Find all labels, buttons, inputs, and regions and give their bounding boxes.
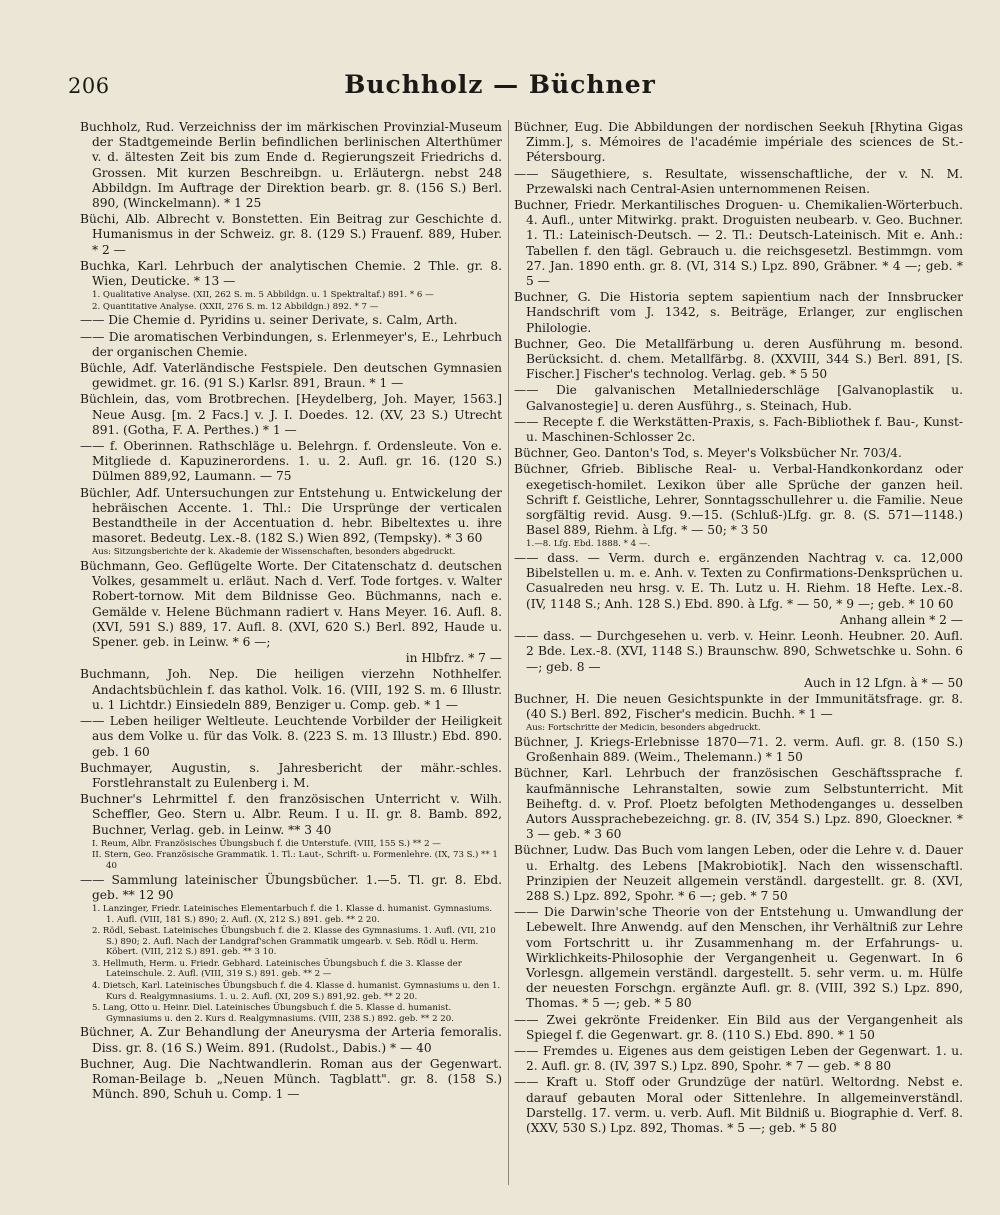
- column-divider: [508, 120, 509, 1185]
- entry-buechner-j: Büchner, J. Kriegs-Erlebnisse 1870—71. 2. verm. Aufl. gr. 8. (150 S.) Großenhain 889. (Weim., Thelemann.) * 1 50: [514, 734, 963, 765]
- running-head: Buchholz — Büchner: [344, 70, 656, 99]
- entry-kraft-stoff: —— Kraft u. Stoff oder Grundzüge der natürl. Weltordng. Nebst e. darauf gebauten Moral oder Sittenlehre. In allgemeinverständl. Darstellg. 17. verm. u. verb. Aufl. Mit Bildniß u. Biographie d. Verf. 8. (XXV, 530 S.) Lpz. 892, Thomas. * 5 —; geb. * 5 80: [514, 1075, 963, 1135]
- entry-chemie-pyridins: —— Die Chemie d. Pyridins u. seiner Derivate, s. Calm, Arth.: [80, 313, 458, 328]
- entry-buchholz-rud: Buchholz, Rud. Verzeichniss der im märkischen Provinzial-Museum der Stadtgemeinde Berlin befindlichen berlinischen Alterthümer v. d. ältesten Zeit bis zum Ende d. Regierungszeit Friedrichs d. Grossen. Mit kurzen Beschreibgn. u. Erläutergn. nebst 248 Abbildgn. Im Auftrage der Direktion bearb. gr. 8. (156 S.) Berl. 890, (Winckelmann). * 1 25: [80, 120, 502, 211]
- entry-buechner-geo-danton: Büchner, Geo. Danton's Tod, s. Meyer's Volksbücher Nr. 703/4.: [514, 446, 902, 461]
- subentry-lang-diel: 5. Lang, Otto u. Heinr. Diel. Lateinisches Übungsbuch f. die 5. Klasse d. humanist. Gymnasiums u. den 2. Kurs d. Realgymnasiums. (VIII, 238 S.) 892. geb. ** 2 20.: [92, 1003, 454, 1024]
- entry-anhang-allein: Anhang allein * 2 —: [840, 612, 963, 627]
- entry-buchner-g: Buchner, G. Die Historia septem sapientium nach der Innsbrucker Handschrift vom J. 1342, s. Beiträge, Erlanger, zur englischen Philologie.: [514, 290, 963, 335]
- subentry-hellmuth: 3. Hellmuth, Herm. u. Friedr. Gebhard. Lateinisches Übungsbuch f. die 3. Klasse der Lateinschule. 2. Aufl. (VIII, 319 S.) 891. geb. ** 2 —: [92, 958, 462, 980]
- subentry-roedl: 2. Rödl, Sebast. Lateinisches Übungsbuch f. die 2. Klasse des Gymnasiums. 1. Aufl. (VII, 210 S.) 890; 2. Aufl. Nach der Landgraf'schen Grammatik umgearb. v. Seb. Rödl u. Herm. Köbert. (VIII, 212 S.) 891. geb. ** 3 10.: [92, 926, 496, 958]
- page-header: [62, 68, 938, 104]
- note-sitzungsberichte: Aus: Sitzungsberichte der k. Akademie der Wissenschaften, besonders abgedruckt.: [92, 547, 456, 558]
- entry-buchka-karl: Buchka, Karl. Lehrbuch der analytischen Chemie. 2 Thle. gr. 8. Wien, Deuticke. * 13 —: [80, 258, 502, 289]
- entry-dass-nachtrag: —— dass. — Verm. durch e. ergänzenden Nachtrag v. ca. 12,000 Bibelstellen u. m. e. Anh. v. Texten zu Confirmations-Denksprüchen u. Casualreden neu hrsg. v. E. Th. Lutz u. H. Riehm. 18 Hefte. Lex.-8. (IV, 1148 S.; Anh. 128 S.) Ebd. 890. à Lfg. * — 50, * 9 —; geb. * 10 60: [514, 551, 963, 611]
- entry-buechler-adf: Büchler, Adf. Untersuchungen zur Entstehung u. Entwickelung der hebräischen Accente. 1. Thl.: Die Ursprünge der verticalen Bestandtheile in der Accentuation d. hebr. Bibeltextes u. ihre masoret. Bedeutg. Lex.-8. (182 S.) Wien 892, (Tempsky). * 3 60: [80, 485, 502, 546]
- entry-buechner-karl: Büchner, Karl. Lehrbuch der französischen Geschäftssprache f. kaufmännische Lehranstalten, sowie zum Selbstunterricht. Mit Beiheftg. d. v. Prof. Ploetz befolgten Methodenganges u. desselben Autors Aussprachebezeichng. gr. 8. (IV, 354 S.) Lpz. 890, Gloeckner. * 3 — geb. * 3 60: [514, 766, 963, 842]
- entry-auch-in-lfgn: Auch in 12 Lfgn. à * — 50: [804, 675, 963, 690]
- entry-saeugethiere: —— Säugethiere, s. Resultate, wissenschaftliche, der v. N. M. Przewalski nach Central-Asien unternommenen Reisen.: [514, 166, 963, 196]
- entry-buechner-gfrieb: Büchner, Gfrieb. Biblische Real- u. Verbal-Handkonkordanz oder exegetisch-homilet. Lexikon über alle Sprüche der ganzen heil. Schrift f. Geistliche, Lehrer, Sonntagsschullehrer u. die Familie. Neue sorgfältig revid. Ausg. 9.—15. (Schluß-)Lfg. gr. 8. (S. 571—1148.) Basel 889, Riehm. à Lfg. * — 50; * 3 50: [514, 462, 963, 538]
- entry-leben-heiliger-weltleute: —— Leben heiliger Weltleute. Leuchtende Vorbilder der Heiligkeit aus dem Volke u. für das Volk. 8. (223 S. m. 13 Illustr.) Ebd. 890. geb. 1 60: [80, 714, 502, 759]
- entry-buechner-ludw: Büchner, Ludw. Das Buch vom langen Leben, oder die Lehre v. d. Dauer u. Erhaltg. des Lebens [Makrobiotik]. Nach den wissenschaftl. Prinzipien der Neuzeit allgemein verständl. dargestellt. gr. 8. (XVI, 288 S.) Lpz. 892, Spohr. * 6 —; geb. * 7 50: [514, 843, 963, 903]
- entry-buechlein-oberinnen: —— f. Oberinnen. Rathschläge u. Belehrgn. f. Ordensleute. Von e. Mitgliede d. Kapuzinerordens. 1. u. 2. Aufl. gr. 16. (120 S.) Dülmen 889,92, Laumann. — 75: [80, 439, 502, 484]
- entry-buchmayer-augustin: Buchmayer, Augustin, s. Jahresbericht der mähr.-schles. Forstlehranstalt zu Eulenberg i. M.: [80, 760, 502, 790]
- subentry-reum-albr: I. Reum, Albr. Französisches Übungsbuch f. die Unterstufe. (VIII, 155 S.) ** 2 —: [92, 838, 441, 849]
- entry-buechner-a: Büchner, A. Zur Behandlung der Aneurysma der Arteria femoralis. Diss. gr. 8. (16 S.) Weim. 891. (Rudolst., Dabis.) * — 40: [80, 1025, 502, 1055]
- entry-buchner-h: Buchner, H. Die neuen Gesichtspunkte in der Immunitätsfrage. gr. 8. (40 S.) Berl. 892, Fischer's medicin. Buchh. * 1 —: [514, 691, 963, 722]
- entry-buechle-adf: Büchle, Adf. Vaterländische Festspiele. Den deutschen Gymnasien gewidmet. gr. 16. (91 S.) Karlsr. 891, Braun. * 1 —: [80, 361, 502, 391]
- entry-sammlung-lateinischer: —— Sammlung lateinischer Übungsbücher. 1.—5. Tl. gr. 8. Ebd. geb. ** 12 90: [80, 872, 502, 902]
- note-fortschritte-medicin: Aus: Fortschritte der Medicin, besonders abgedruckt.: [526, 723, 761, 734]
- entry-aromatische-verbindungen: —— Die aromatischen Verbindungen, s. Erlenmeyer's, E., Lehrbuch der organischen Chemie.: [80, 329, 502, 359]
- subentry-stern-geo: II. Stern, Geo. Französische Grammatik. 1. Tl.: Laut-, Schrift- u. Formenlehre. (IX, 73 S.) ** 1 40: [92, 850, 498, 871]
- entry-buechlein-brotbrechen: Büchlein, das, vom Brotbrechen. [Heydelberg, Joh. Mayer, 1563.] Neue Ausg. [m. 2 Facs.] v. J. I. Doedes. 12. (XV, 23 S.) Utrecht 891. (Gotha, F. A. Perthes.) * 1 —: [80, 392, 502, 437]
- entry-buchners-lehrmittel: Buchner's Lehrmittel f. den französischen Unterricht v. Wilh. Scheffler, Geo. Stern u. Albr. Reum. I u. II. gr. 8. Bamb. 892, Buchner, Verlag. geb. in Leinw. ** 3 40: [80, 792, 502, 837]
- entry-dass-heubner: —— dass. — Durchgesehen u. verb. v. Heinr. Leonh. Heubner. 20. Aufl. 2 Bde. Lex.-8. (XVI, 1148 S.) Braunschw. 890, Schwetschke u. Sohn. 6 —; geb. 8 —: [514, 629, 963, 674]
- entry-buchner-geo-metallfaerbung: Buchner, Geo. Die Metallfärbung u. deren Ausführung m. besond. Berücksicht. d. chem. Metallfärbg. 8. (XXVIII, 344 S.) Berl. 891, [S. Fischer.] Fischer's technolog. Verlag. geb. * 5 50: [514, 336, 963, 382]
- entry-buechmann-geo: Büchmann, Geo. Geflügelte Worte. Der Citatenschatz d. deutschen Volkes, gesammelt u. erläut. Nach d. Verf. Tode fortges. v. Walter Robert-tornow. Mit dem Bildnisse Geo. Büchmanns, nach e. Gemälde v. Helene Büchmann radiert v. Hans Meyer. 16. Aufl. 8. (XVI, 591 S.) 889, 17. Aufl. 8. (XVI, 620 S.) Berl. 892, Haude u. Spener. geb. in Leinw. * 6 —;: [80, 559, 502, 650]
- entry-buchner-aug: Buchner, Aug. Die Nachtwandlerin. Roman aus der Gegenwart. Roman-Beilage b. „Neuen Münch. Tagblatt". gr. 8. (158 S.) Münch. 890, Schuh u. Comp. 1 —: [80, 1056, 502, 1102]
- subentry-qualitative-analyse: 1. Qualitative Analyse. (XII, 262 S. m. 5 Abbildgn. u. 1 Spektraltaf.) 891. * 6 —: [92, 290, 434, 301]
- subentry-dietsch: 4. Dietsch, Karl. Lateinisches Übungsbuch f. die 4. Klasse d. humanist. Gymnasiums u. den 1. Kurs d. Realgymnasiums. 1. u. 2. Aufl. (XI, 209 S.) 891,92. geb. ** 2 20.: [92, 981, 501, 1002]
- note-lfg-1-8: 1.—8. Lfg. Ebd. 1888. * 4 —.: [526, 539, 651, 550]
- entry-fremdes-eigenes: —— Fremdes u. Eigenes aus dem geistigen Leben der Gegenwart. 1. u. 2. Aufl. gr. 8. (IV, 397 S.) Lpz. 890, Spohr. * 7 — geb. * 8 80: [514, 1043, 963, 1074]
- entry-buechner-eug: Büchner, Eug. Die Abbildungen der nordischen Seekuh [Rhytina Gigas Zimm.], s. Mémoires de l'académie impériale des sciences de St.-Pétersbourg.: [514, 120, 963, 165]
- subentry-quantitative-analyse: 2. Quantitative Analyse. (XXII, 276 S. m. 12 Abbildgn.) 892. * 7 —: [92, 301, 379, 312]
- entry-recepte: —— Recepte f. die Werkstätten-Praxis, s. Fach-Bibliothek f. Bau-, Kunst- u. Maschinen-Schlosser 2c.: [514, 414, 963, 445]
- page-number: 206: [68, 74, 110, 98]
- entry-darwinsche-theorie: —— Die Darwin'sche Theorie von der Entstehung u. Umwandlung der Lebewelt. Ihre Anwendg. auf den Menschen, ihr Verhältniß zur Lehre vom Fortschritt u. ihr Zusammenhang m. der Erfahrungs- u. Wirklichkeits-Philosophie der Vergangenheit u. Gegenwart. In 6 Vorlesgn. allgemein verständl. dargestellt. 5. sehr verm. u. m. Hülfe der neuesten Forschgn. ergänzte Aufl. gr. 8. (VIII, 392 S.) Lpz. 890, Thomas. * 5 —; geb. * 5 80: [514, 905, 963, 1011]
- left-column: [80, 120, 502, 1103]
- entry-galvanische-metallniederschlaege: —— Die galvanischen Metallniederschläge [Galvanoplastik u. Galvanostegie] u. deren Ausführg., s. Steinach, Hub.: [514, 383, 963, 413]
- subentry-lanzinger: 1. Lanzinger, Friedr. Lateinisches Elementarbuch f. die 1. Klasse d. humanist. Gymnasiums. 1. Aufl. (VIII, 181 S.) 890; 2. Aufl. (X, 212 S.) 891. geb. ** 2 20.: [92, 903, 493, 925]
- entry-price-hlbfrz: in Hlbfrz. * 7 —: [405, 651, 502, 666]
- right-column: [514, 120, 963, 1137]
- entry-buchner-friedr: Buchner, Friedr. Merkantilisches Droguen- u. Chemikalien-Wörterbuch. 4. Aufl., unter Mitwirkg. prakt. Droguisten neubearb. v. Geo. Buchner. 1. Tl.: Lateinisch-Deutsch. — 2. Tl.: Deutsch-Lateinisch. Mit e. Anh.: Tabellen f. den tägl. Gebrauch u. die reichsgesetzl. Bestimmgn. vom 27. Jan. 1890 enth. gr. 8. (VI, 314 S.) Lpz. 890, Gräbner. * 4 —; geb. * 5 —: [514, 198, 963, 289]
- entry-buechi-alb: Büchi, Alb. Albrecht v. Bonstetten. Ein Beitrag zur Geschichte d. Humanismus in der Schweiz. gr. 8. (129 S.) Frauenf. 889, Huber. * 2 —: [80, 212, 502, 257]
- entry-zwei-freidenker: —— Zwei gekrönte Freidenker. Ein Bild aus der Vergangenheit als Spiegel f. die Gegenwart. gr. 8. (110 S.) Ebd. 890. * 1 50: [514, 1012, 963, 1042]
- entry-buchmann-joh: Buchmann, Joh. Nep. Die heiligen vierzehn Nothhelfer. Andachtsbüchlein f. das kathol. Volk. 16. (VIII, 192 S. m. 6 Illustr. u. 1 Lichtdr.) Einsiedeln 889, Benziger u. Comp. geb. * 1 —: [80, 667, 502, 712]
